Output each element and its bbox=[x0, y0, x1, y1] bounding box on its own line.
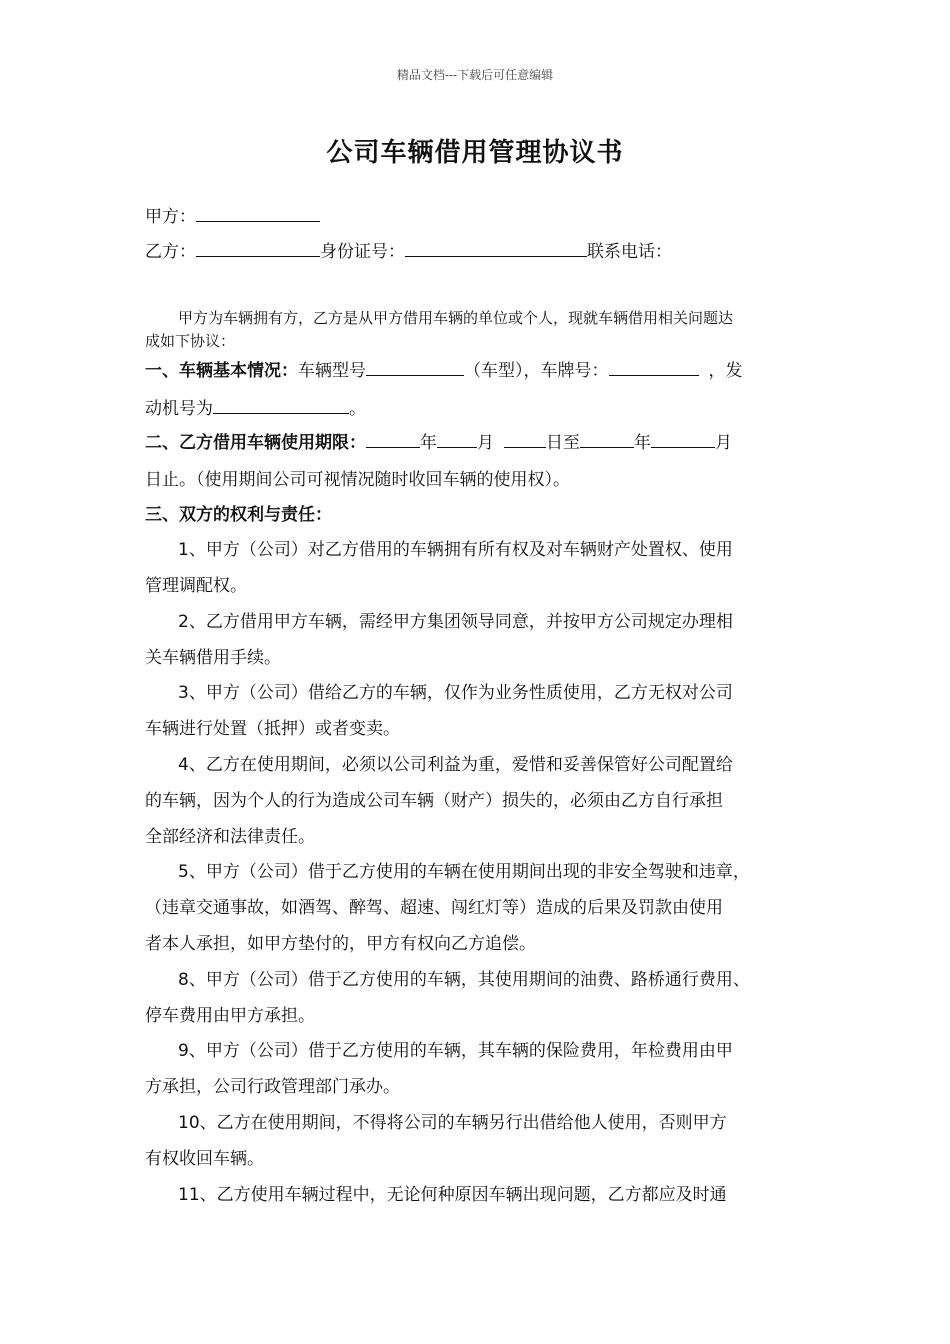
section-2-line-2: 日止。（使用期间公司可视情况随时收回车辆的使用权）。 bbox=[145, 470, 570, 490]
end-month-blank[interactable] bbox=[651, 431, 715, 448]
clause-line: 2、乙方借用甲方车辆，需经甲方集团领导同意，并按甲方公司规定办理相 bbox=[178, 612, 733, 632]
clause-line: 全部经济和法律责任。 bbox=[145, 827, 315, 847]
clause-line: 方承担，公司行政管理部门承办。 bbox=[145, 1077, 400, 1097]
clause-line: 5、甲方（公司）借于乙方使用的车辆在使用期间出现的非安全驾驶和违章， bbox=[178, 862, 750, 882]
intro-line-2: 成如下协议： bbox=[145, 332, 236, 350]
start-month-label: 月 bbox=[477, 433, 494, 453]
id-number-label: 身份证号： bbox=[320, 242, 405, 262]
section-3-heading: 三、双方的权利与责任： bbox=[145, 505, 332, 525]
header-note: 精品文档---下载后可任意编辑 bbox=[396, 68, 554, 82]
party-a-label: 甲方： bbox=[145, 207, 196, 227]
engine-blank[interactable] bbox=[213, 397, 349, 414]
party-a-blank[interactable] bbox=[196, 205, 320, 222]
clause-line: 10、乙方在使用期间，不得将公司的车辆另行出借给他人使用，否则甲方 bbox=[178, 1113, 727, 1133]
intro-line-1: 甲方为车辆拥有方，乙方是从甲方借用车辆的单位或个人，现就车辆借用相关问题达 bbox=[178, 309, 734, 327]
end-month-label: 月 bbox=[715, 433, 732, 453]
start-year-blank[interactable] bbox=[366, 431, 420, 448]
clause-line: 1、甲方（公司）对乙方借用的车辆拥有所有权及对车辆财产处置权、使用 bbox=[178, 540, 733, 560]
section-1-line-2 bbox=[145, 394, 366, 419]
clause-line: 者本人承担，如甲方垫付的，甲方有权向乙方追偿。 bbox=[145, 934, 536, 954]
clause-line: 的车辆，因为个人的行为造成公司车辆（财产）损失的，必须由乙方自行承担 bbox=[145, 791, 723, 811]
plate-label: （车型），车牌号： bbox=[464, 361, 609, 381]
start-month-blank[interactable] bbox=[437, 431, 477, 448]
clause-line: 11、乙方使用车辆过程中，无论何种原因车辆出现问题，乙方都应及时通 bbox=[178, 1185, 727, 1205]
clause-line: 9、甲方（公司）借于乙方使用的车辆，其车辆的保险费用，年检费用由甲 bbox=[178, 1041, 733, 1061]
clause-line: 管理调配权。 bbox=[145, 576, 247, 596]
start-year-label: 年 bbox=[420, 433, 437, 453]
party-b-label: 乙方： bbox=[145, 242, 196, 262]
party-b-blank[interactable] bbox=[196, 240, 320, 257]
section-1-end: 。 bbox=[349, 399, 366, 419]
section-1-heading: 一、车辆基本情况： bbox=[145, 361, 298, 381]
section-2-line-1 bbox=[145, 428, 732, 453]
clause-line: 8、甲方（公司）借于乙方使用的车辆，其使用期间的油费、路桥通行费用、 bbox=[178, 970, 750, 990]
clause-line: 车辆进行处置（抵押）或者变卖。 bbox=[145, 719, 400, 739]
section-1-comma: ，发 bbox=[708, 361, 743, 381]
party-a-line bbox=[145, 202, 320, 227]
clause-line: 停车费用由甲方承担。 bbox=[145, 1006, 315, 1026]
plate-blank[interactable] bbox=[609, 359, 699, 376]
document-title: 公司车辆借用管理协议书 bbox=[326, 138, 624, 168]
section-2-heading: 二、乙方借用车辆使用期限： bbox=[145, 433, 366, 453]
clause-line: 有权收回车辆。 bbox=[145, 1149, 264, 1169]
end-year-label: 年 bbox=[634, 433, 651, 453]
section-1-line-1 bbox=[145, 356, 743, 381]
end-year-blank[interactable] bbox=[580, 431, 634, 448]
clause-line: 3、甲方（公司）借给乙方的车辆，仅作为业务性质使用，乙方无权对公司 bbox=[178, 683, 733, 703]
id-number-blank[interactable] bbox=[405, 240, 587, 257]
model-label: 车辆型号 bbox=[298, 361, 366, 381]
clause-line: 关车辆借用手续。 bbox=[145, 648, 281, 668]
party-b-line bbox=[145, 237, 672, 262]
clause-line: （违章交通事故，如酒驾、醉驾、超速、闯红灯等）造成的后果及罚款由使用 bbox=[145, 898, 723, 918]
start-day-blank[interactable] bbox=[504, 431, 546, 448]
day-to-label: 日至 bbox=[546, 433, 580, 453]
engine-label: 动机号为 bbox=[145, 399, 213, 419]
model-blank[interactable] bbox=[366, 359, 464, 376]
clause-line: 4、乙方在使用期间，必须以公司利益为重，爱惜和妥善保管好公司配置给 bbox=[178, 755, 733, 775]
phone-label: 联系电话： bbox=[587, 242, 672, 262]
